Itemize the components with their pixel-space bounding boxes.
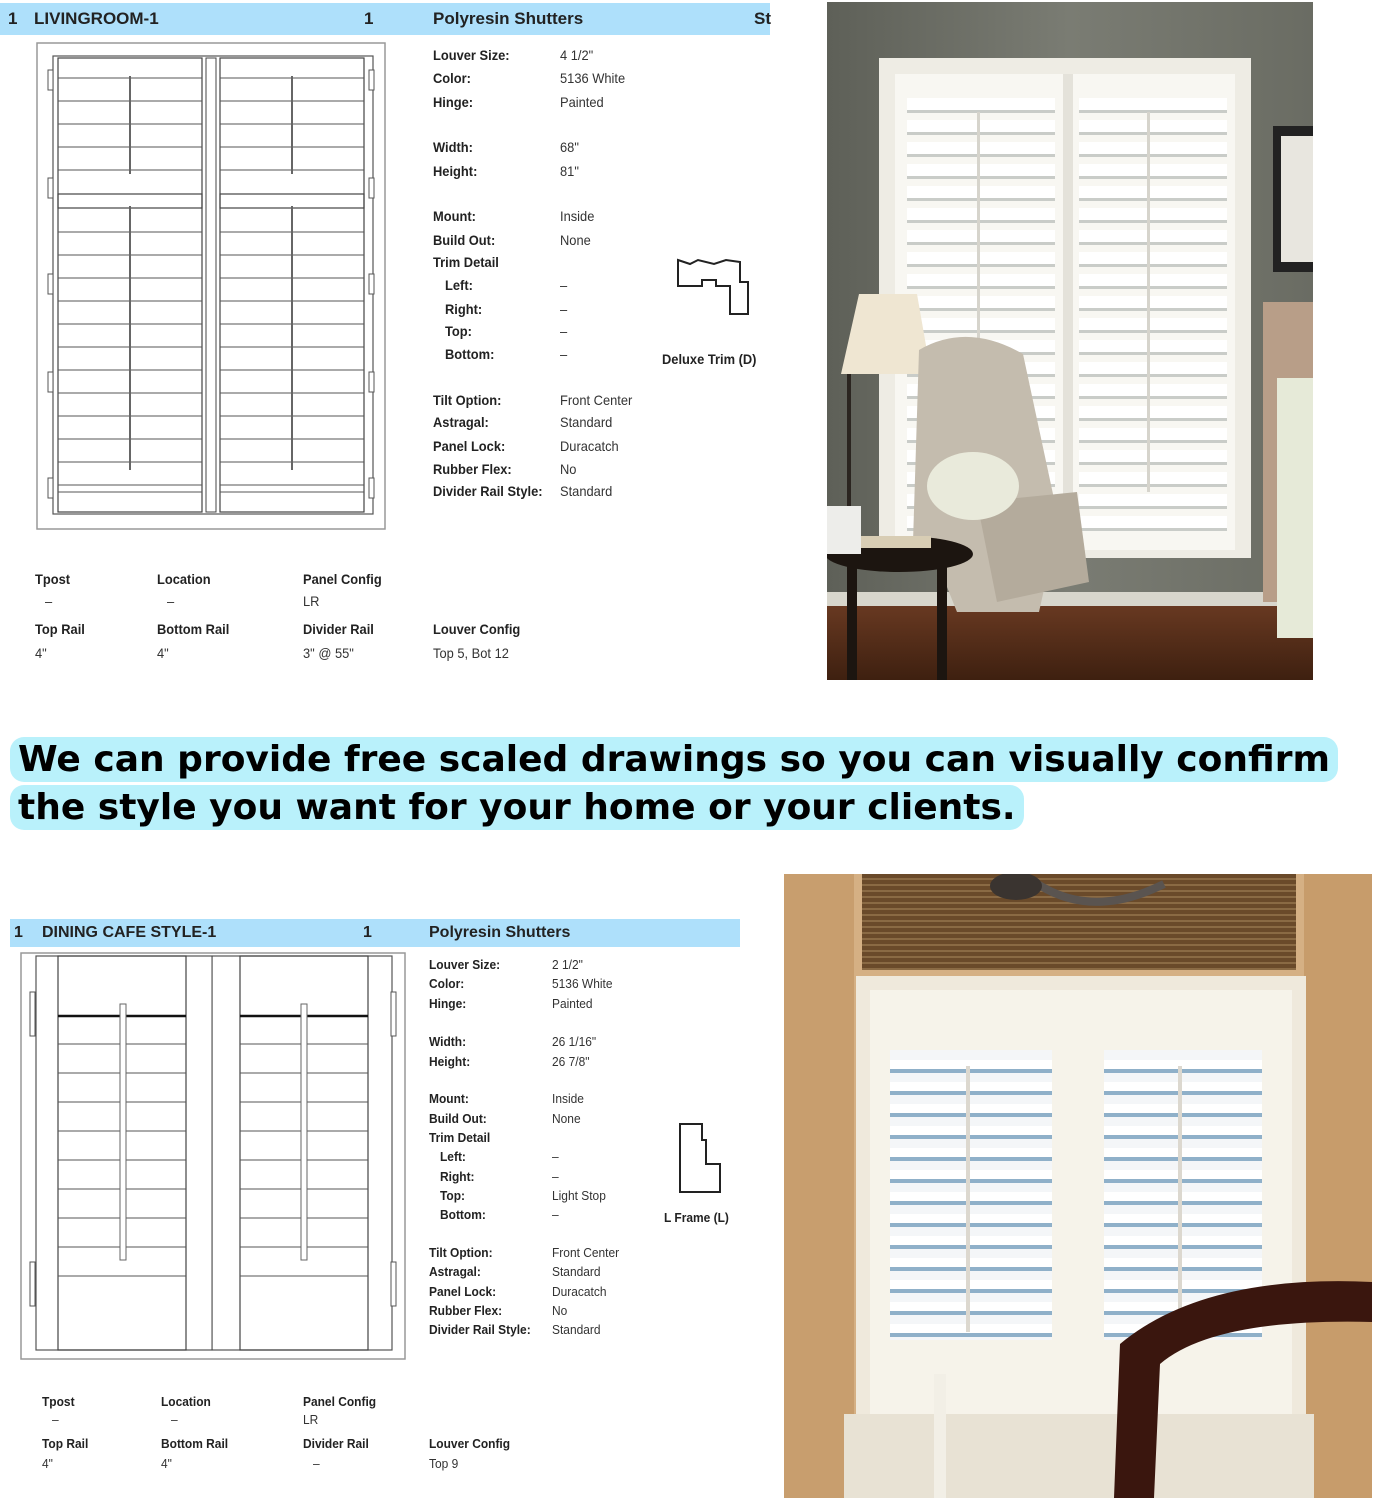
- section2-spec-value-right: –: [552, 1169, 559, 1184]
- section1-spec-value-tilt-option: Front Center: [560, 392, 633, 408]
- section1-spec-label-height: Height:: [433, 163, 478, 179]
- section1-rail-label-divider-rail: Divider Rail: [303, 621, 374, 637]
- section2-spec-label-hinge: Hinge:: [429, 996, 467, 1011]
- section1-rail-label-tpost: Tpost: [35, 571, 71, 587]
- section1-spec-label-hinge: Hinge:: [433, 94, 474, 110]
- section1-truncated-column: St: [754, 9, 771, 28]
- section2-spec-value-louver-size: 2 1/2": [552, 957, 583, 972]
- section2-spec-value-divider-rail-style: Standard: [552, 1322, 601, 1337]
- section1-spec-label-color: Color:: [433, 70, 471, 86]
- section1-room-name: LIVINGROOM-1: [34, 9, 159, 28]
- section1-spec-label-panel-lock: Panel Lock:: [433, 438, 506, 454]
- section2-spec-value-height: 26 7/8": [552, 1054, 590, 1069]
- section2-spec-label-tilt-option: Tilt Option:: [429, 1245, 493, 1260]
- section1-spec-label-tilt-option: Tilt Option:: [433, 392, 502, 408]
- section2-spec-label-left: Left:: [440, 1149, 466, 1164]
- section1-rail-value-bottom-rail: 4": [157, 645, 169, 661]
- section2-spec-label-color: Color:: [429, 976, 465, 991]
- section2-spec-label-mount: Mount:: [429, 1091, 469, 1106]
- section2-rail-value-bottom-rail: 4": [161, 1456, 172, 1471]
- section1-product: Polyresin Shutters: [433, 9, 584, 28]
- section1-spec-label-mount: Mount:: [433, 208, 476, 224]
- section2-spec-label-top: Top:: [440, 1188, 466, 1203]
- section1-spec-label-trim-detail: Trim Detail: [433, 254, 499, 270]
- section2-spec-value-tilt-option: Front Center: [552, 1245, 620, 1260]
- section2-rail-label-top-rail: Top Rail: [42, 1436, 89, 1451]
- section1-rail-value-louver-config: Top 5, Bot 12: [433, 645, 509, 661]
- section1-rail-value-tpost: –: [45, 593, 53, 609]
- section2-spec-value-rubber-flex: No: [552, 1303, 568, 1318]
- section1-spec-label-louver-size: Louver Size:: [433, 47, 510, 63]
- section1-rail-label-louver-config: Louver Config: [433, 621, 521, 637]
- section2-shutter-drawing: [20, 952, 408, 1364]
- section2-rail-label-location: Location: [161, 1394, 211, 1409]
- section1-spec-label-bottom: Bottom:: [445, 346, 495, 362]
- section2-spec-value-color: 5136 White: [552, 976, 613, 991]
- section1-spec-label-top: Top:: [445, 323, 472, 339]
- section2-rail-label-louver-config: Louver Config: [429, 1436, 511, 1451]
- section2-rail-value-location: –: [171, 1412, 178, 1427]
- section1-spec-label-width: Width:: [433, 139, 473, 155]
- section1-header-bar: [0, 3, 770, 35]
- section1-rail-value-top-rail: 4": [35, 645, 47, 661]
- section2-spec-label-bottom: Bottom:: [440, 1207, 486, 1222]
- section1-spec-value-right: –: [560, 301, 568, 317]
- section2-spec-value-panel-lock: Duracatch: [552, 1284, 607, 1299]
- section2-rail-value-tpost: –: [52, 1412, 59, 1427]
- section2-rail-label-panel-config: Panel Config: [303, 1394, 377, 1409]
- section2-rail-value-louver-config: Top 9: [429, 1456, 459, 1471]
- section1-spec-label-astragal: Astragal:: [433, 414, 489, 430]
- section2-spec-value-top: Light Stop: [552, 1188, 606, 1203]
- section1-rail-value-divider-rail: 3" @ 55": [303, 645, 354, 661]
- section2-spec-value-width: 26 1/16": [552, 1034, 597, 1049]
- section2-header-bar: [10, 919, 740, 947]
- section2-rail-label-bottom-rail: Bottom Rail: [161, 1436, 229, 1451]
- section2-rail-value-top-rail: 4": [42, 1456, 53, 1471]
- section2-trim-profile: [676, 1120, 726, 1196]
- section2-spec-label-rubber-flex: Rubber Flex:: [429, 1303, 503, 1318]
- section1-shutter-drawing: [36, 42, 388, 532]
- tagline-text: We can provide free scaled drawings so you can visually confirm the style you want for your home or your clients.: [10, 737, 1338, 830]
- section2-line-number: 1: [14, 924, 23, 941]
- section1-spec-label-right: Right:: [445, 301, 483, 317]
- section1-rail-label-bottom-rail: Bottom Rail: [157, 621, 230, 637]
- section2-spec-value-hinge: Painted: [552, 996, 593, 1011]
- section1-spec-value-panel-lock: Duracatch: [560, 438, 619, 454]
- section2-trim-caption: L Frame (L): [664, 1210, 729, 1225]
- section2-spec-label-astragal: Astragal:: [429, 1264, 481, 1279]
- section2-spec-value-bottom: –: [552, 1207, 559, 1222]
- section1-rail-label-panel-config: Panel Config: [303, 571, 382, 587]
- section2-spec-label-divider-rail-style: Divider Rail Style:: [429, 1322, 531, 1337]
- section2-spec-value-left: –: [552, 1149, 559, 1164]
- section1-line-number: 1: [8, 9, 18, 28]
- section1-spec-value-top: –: [560, 323, 568, 339]
- section1-spec-label-divider-rail-style: Divider Rail Style:: [433, 483, 543, 499]
- section2-rail-value-divider-rail: –: [313, 1456, 320, 1471]
- section2-spec-value-astragal: Standard: [552, 1264, 601, 1279]
- section2-rail-value-panel-config: LR: [303, 1412, 319, 1427]
- section1-spec-value-divider-rail-style: Standard: [560, 483, 613, 499]
- section1-quantity: 1: [364, 9, 374, 28]
- section2-spec-label-height: Height:: [429, 1054, 471, 1069]
- section2-rail-label-tpost: Tpost: [42, 1394, 75, 1409]
- section2-spec-label-build-out: Build Out:: [429, 1111, 487, 1126]
- section2-spec-label-louver-size: Louver Size:: [429, 957, 501, 972]
- section1-spec-value-color: 5136 White: [560, 70, 626, 86]
- section2-rail-label-divider-rail: Divider Rail: [303, 1436, 369, 1451]
- section2-spec-label-width: Width:: [429, 1034, 467, 1049]
- section2-spec-label-trim-detail: Trim Detail: [429, 1130, 491, 1145]
- section2-spec-value-mount: Inside: [552, 1091, 584, 1106]
- section1-spec-value-height: 81": [560, 163, 579, 179]
- section2-room-photo: [784, 874, 1372, 1498]
- section1-trim-caption: Deluxe Trim (D): [662, 351, 757, 367]
- section1-spec-value-mount: Inside: [560, 208, 595, 224]
- section1-spec-value-louver-size: 4 1/2": [560, 47, 594, 63]
- section2-room-name: DINING CAFE STYLE-1: [42, 924, 217, 941]
- section1-spec-value-build-out: None: [560, 232, 591, 248]
- section1-spec-value-hinge: Painted: [560, 94, 604, 110]
- section2-spec-label-right: Right:: [440, 1169, 475, 1184]
- section1-trim-profile: [676, 256, 752, 320]
- section1-rail-value-location: –: [167, 593, 175, 609]
- section1-room-photo: [827, 2, 1313, 680]
- section1-rail-label-top-rail: Top Rail: [35, 621, 85, 637]
- section2-product: Polyresin Shutters: [429, 924, 571, 941]
- section1-spec-value-bottom: –: [560, 346, 568, 362]
- section1-spec-label-rubber-flex: Rubber Flex:: [433, 461, 512, 477]
- section1-spec-value-astragal: Standard: [560, 414, 613, 430]
- section1-spec-value-left: –: [560, 277, 568, 293]
- section1-spec-value-rubber-flex: No: [560, 461, 577, 477]
- section1-spec-label-build-out: Build Out:: [433, 232, 496, 248]
- section1-rail-label-location: Location: [157, 571, 211, 587]
- section1-spec-label-left: Left:: [445, 277, 473, 293]
- tagline: [10, 736, 1340, 832]
- section2-spec-value-build-out: None: [552, 1111, 581, 1126]
- section2-spec-label-panel-lock: Panel Lock:: [429, 1284, 497, 1299]
- section1-spec-value-width: 68": [560, 139, 579, 155]
- section2-quantity: 1: [363, 924, 372, 941]
- section1-rail-value-panel-config: LR: [303, 593, 320, 609]
